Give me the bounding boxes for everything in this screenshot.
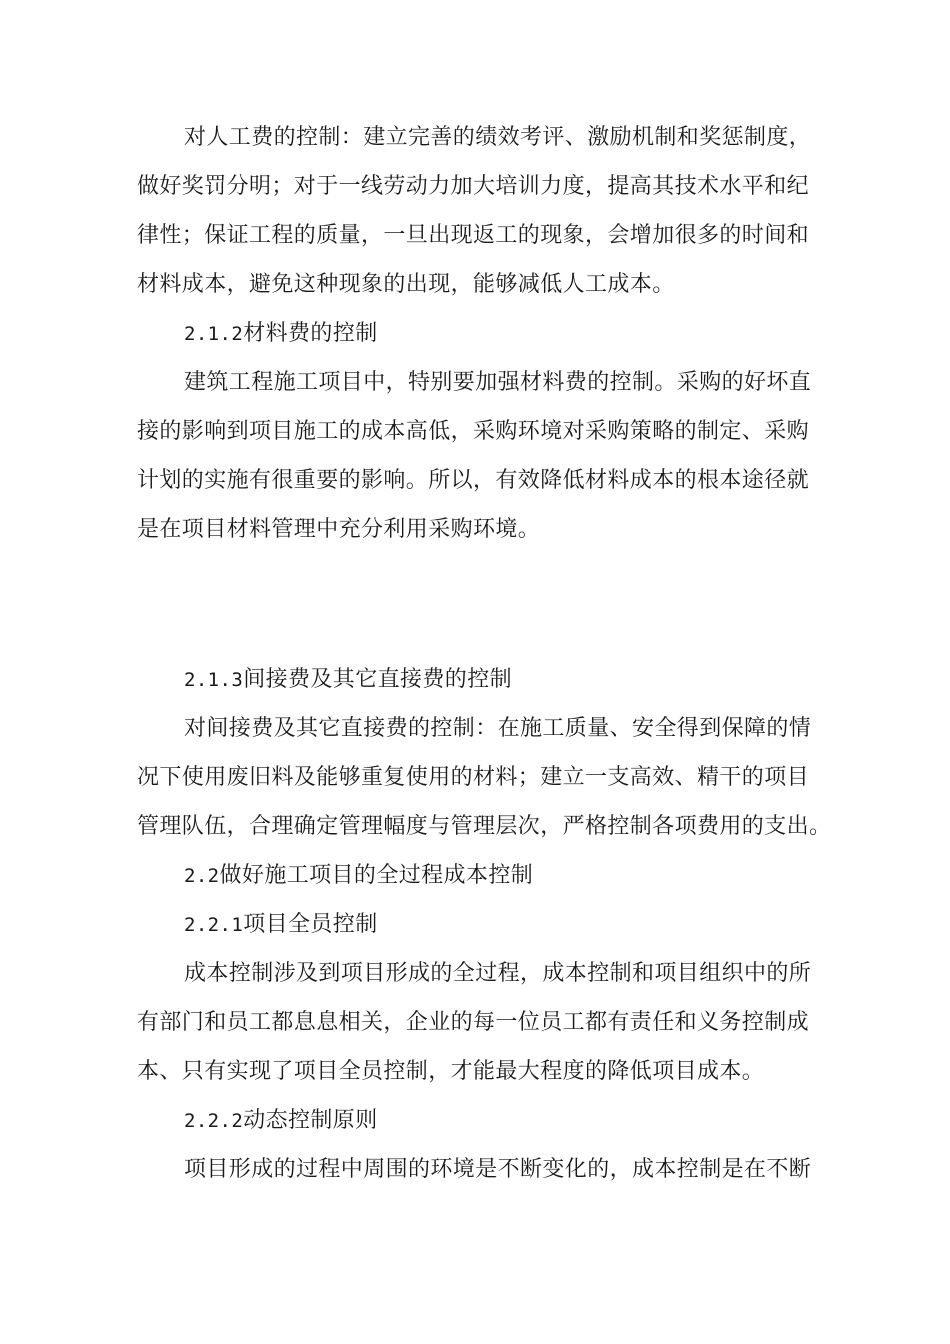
paragraph-line: 况下使用废旧料及能够重复使用的材料；建立一支高效、精干的项目	[137, 765, 810, 790]
section-heading	[184, 1107, 378, 1135]
section-number: 2.2.1	[184, 914, 244, 936]
paragraph-line: 对间接费及其它直接费的控制：在施工质量、安全得到保障的情	[184, 716, 812, 741]
paragraph-line: 接的影响到项目施工的成本高低，采购环境对采购策略的制定、采购	[137, 419, 810, 444]
paragraph-line: 律性；保证工程的质量，一旦出现返工的现象，会增加很多的时间和	[137, 223, 810, 248]
paragraph-line: 成本控制涉及到项目形成的全过程，成本控制和项目组织中的所	[184, 961, 812, 986]
paragraph-line: 是在项目材料管理中充分利用采购环境。	[137, 517, 541, 542]
section-number: 2.2	[184, 865, 220, 887]
paragraph-line: 材料成本，避免这种现象的出现，能够减低人工成本。	[137, 272, 675, 297]
paragraph-line: 管理队伍，合理确定管理幅度与管理层次，严格控制各项费用的支出。	[137, 814, 832, 839]
paragraph-line: 有部门和员工都息息相关，企业的每一位员工都有责任和义务控制成	[137, 1010, 810, 1035]
section-title: 材料费的控制	[243, 321, 378, 346]
paragraph-line: 对人工费的控制：建立完善的绩效考评、激励机制和奖惩制度，	[184, 125, 812, 150]
section-number: 2.1.2	[184, 323, 244, 345]
paragraph-line: 项目形成的过程中周围的环境是不断变化的，成本控制是在不断	[184, 1157, 812, 1182]
section-number: 2.2.2	[184, 1110, 244, 1132]
section-heading	[184, 911, 378, 939]
section-heading	[184, 862, 533, 890]
section-title: 项目全员控制	[243, 912, 378, 937]
section-title: 间接费及其它直接费的控制	[243, 667, 513, 692]
section-number: 2.1.3	[184, 669, 244, 691]
section-heading	[184, 320, 378, 348]
section-title: 做好施工项目的全过程成本控制	[219, 863, 534, 888]
paragraph-line: 建筑工程施工项目中，特别要加强材料费的控制。采购的好坏直	[184, 370, 812, 395]
section-title: 动态控制原则	[243, 1108, 378, 1133]
paragraph-line: 做好奖罚分明；对于一线劳动力加大培训力度，提高其技术水平和纪	[137, 174, 810, 199]
paragraph-line: 本、只有实现了项目全员控制，才能最大程度的降低项目成本。	[137, 1059, 765, 1084]
paragraph-line: 计划的实施有很重要的影响。所以，有效降低材料成本的根本途径就	[137, 468, 810, 493]
section-heading	[184, 666, 512, 694]
